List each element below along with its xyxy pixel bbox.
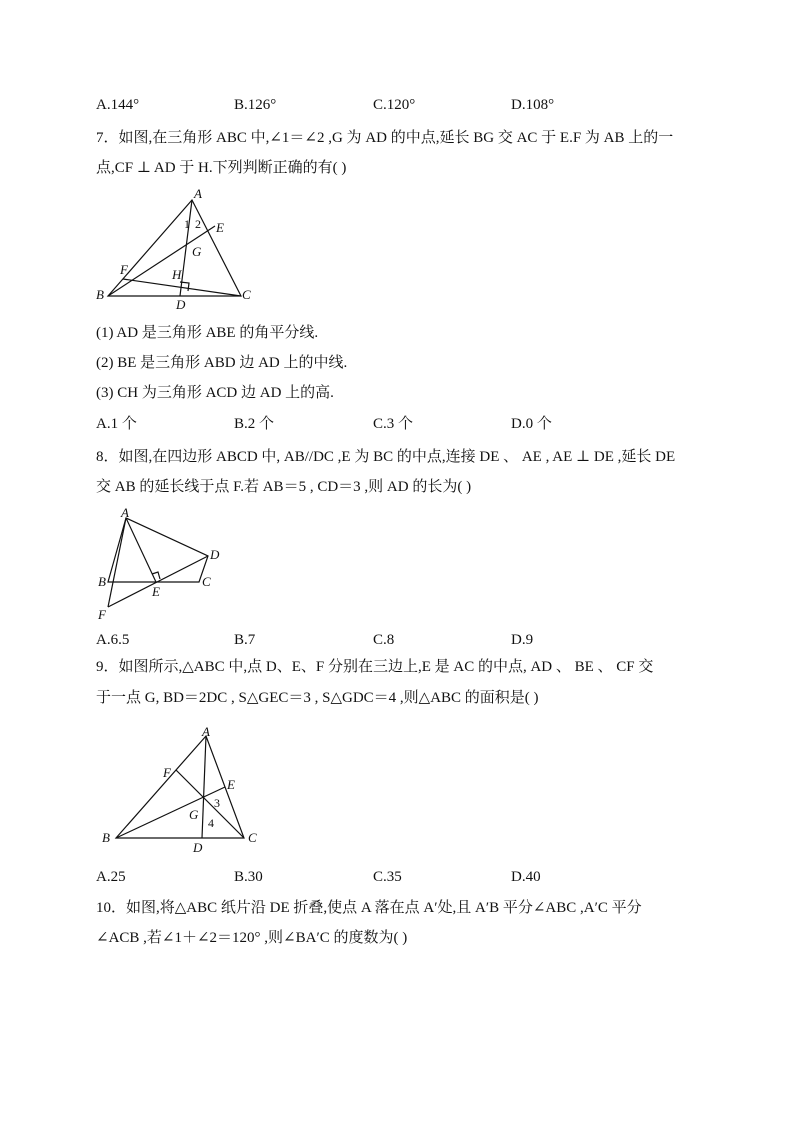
q9-option-a: A.25 (96, 869, 126, 885)
q8-label-c: C (202, 574, 211, 589)
q9-figure (96, 722, 276, 857)
q8-options (96, 630, 716, 650)
q7-angle-1: 1 (184, 217, 190, 231)
q10-stem-line-1: 10．如图,将△ABC 纸片沿 DE 折叠,使点 A 落在点 A′处,且 A′B 平分∠ABC ,A′C 平分 (96, 900, 642, 916)
q9-stem-line-2: 于一点 G, BD＝2DC , S△GEC＝3 , S△GDC＝4 ,则△ABC 的面积是( ) (96, 690, 539, 706)
q9-label-g: G (189, 807, 199, 822)
q7-label-d: D (176, 297, 186, 312)
q9-stem-line-1: 9．如图所示,△ABC 中,点 D、E、F 分别在三边上,E 是 AC 的中点, AD 、 BE 、 CF 交 (96, 659, 654, 675)
q7-option-c: C.3 个 (373, 416, 414, 432)
q8-option-d: D.9 (511, 632, 534, 648)
q7-label-c: C (242, 287, 251, 302)
q7-label-a: A (194, 186, 202, 201)
q8-stem-line-1: 8．如图,在四边形 ABCD 中, AB//DC ,E 为 BC 的中点,连接 DE 、 AE , AE ⊥ DE ,延长 DE (96, 449, 676, 465)
q9-option-b: B.30 (234, 869, 263, 885)
q8-figure (96, 506, 236, 624)
q9-label-b: B (102, 830, 110, 845)
q7-label-e: E (216, 220, 224, 235)
q9-option-d: D.40 (511, 869, 541, 885)
q7-label-f: F (120, 262, 128, 277)
q7-label-b: B (96, 287, 104, 302)
q9-options (96, 867, 716, 887)
q8-option-b: B.7 (234, 632, 256, 648)
q6-options (96, 95, 716, 115)
q9-label-f: F (163, 765, 171, 780)
q7-option-d: D.0 个 (511, 416, 552, 432)
q8-stem-line-2: 交 AB 的延长线于点 F.若 AB＝5 , CD＝3 ,则 AD 的长为( ) (96, 479, 472, 495)
q8-label-e: E (152, 584, 160, 599)
q6-option-a: A.144° (96, 97, 140, 113)
q9-label-d: D (193, 840, 203, 855)
q8-label-a: A (121, 505, 129, 520)
q8-label-f: F (98, 607, 106, 622)
q6-option-d: D.108° (511, 97, 555, 113)
q7-stem-line-1: 7．如图,在三角形 ABC 中,∠1＝∠2 ,G 为 AD 的中点,延长 BG 交 AC 于 E.F 为 AB 上的一 (96, 130, 674, 146)
q7-statement-3: (3) CH 为三角形 ACD 边 AD 上的高. (96, 385, 334, 401)
q7-figure (96, 186, 266, 311)
q7-option-b: B.2 个 (234, 416, 275, 432)
q8-option-a: A.6.5 (96, 632, 130, 648)
q7-label-h: H (172, 267, 182, 282)
q7-angle-2: 2 (195, 217, 201, 231)
q9-label-a: A (202, 724, 210, 739)
q9-region-3: 3 (214, 796, 220, 810)
q7-statement-2: (2) BE 是三角形 ABD 边 AD 上的中线. (96, 355, 348, 371)
q7-stem-line-2: 点,CF ⊥ AD 于 H.下列判断正确的有( ) (96, 160, 347, 176)
q7-option-a: A.1 个 (96, 416, 137, 432)
q8-option-c: C.8 (373, 632, 395, 648)
q9-region-4: 4 (208, 816, 214, 830)
q7-label-g: G (192, 244, 202, 259)
q8-label-b: B (98, 574, 106, 589)
q7-options (96, 414, 716, 434)
q9-option-c: C.35 (373, 869, 402, 885)
q9-label-c: C (248, 830, 257, 845)
q6-option-c: C.120° (373, 97, 416, 113)
q6-option-b: B.126° (234, 97, 277, 113)
q7-statement-1: (1) AD 是三角形 ABE 的角平分线. (96, 325, 319, 341)
q8-label-d: D (210, 547, 220, 562)
q10-stem-line-2: ∠ACB ,若∠1＋∠2＝120° ,则∠BA′C 的度数为( ) (96, 930, 408, 946)
q9-label-e: E (227, 777, 235, 792)
